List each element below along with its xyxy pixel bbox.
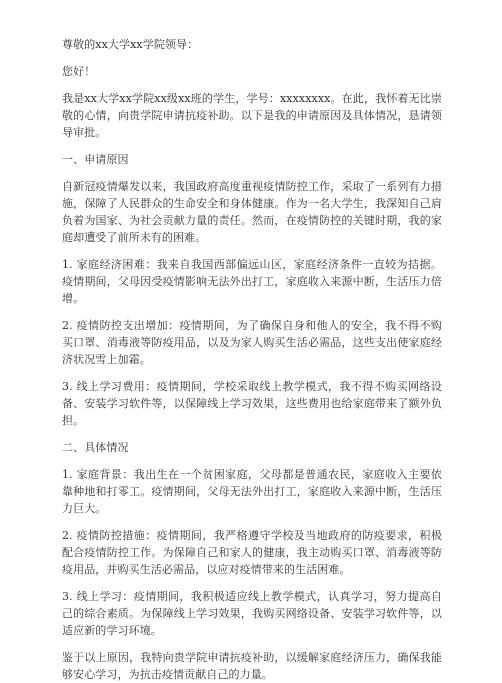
- reasons-paragraph: 自新冠疫情爆发以来，我国政府高度重视疫情防控工作，采取了一系列有力措施，保障了人民群众的生命安全和身体健康。作为一名大学生，我深知自己肩负着为国家、为社会贡献力量的责任。然而，在疫情防控的关键时期，我的家庭却遭受了前所未有的困难。: [62, 180, 442, 244]
- reason-item-2: 2. 疫情防控支出增加：疫情期间，为了确保自身和他人的安全，我不得不购买口罩、消毒液等防疫用品，以及为家人购买生活必需品，这些支出使家庭经济状况雪上加霜。: [62, 319, 442, 366]
- section-heading-details: 二、具体情况: [62, 441, 129, 454]
- intro-paragraph: 我是xx大学xx学院xx级xx班的学生，学号：xxxxxxxx。在此，我怀着无比崇敬的心情，向贵学院申请抗疫补助。以下是我的申请原因及具体情况，恳请领导审批。: [62, 92, 442, 139]
- salutation: 尊敬的xx大学xx学院领导：: [62, 38, 199, 51]
- section-heading-reasons: 一、申请原因: [62, 153, 129, 166]
- reason-item-1: 1. 家庭经济困难：我来自我国西部偏远山区，家庭经济条件一直较为拮据。疫情期间，父母因受疫情影响无法外出打工，家庭收入来源中断，生活压力倍增。: [62, 258, 442, 305]
- greeting: 您好！: [62, 65, 96, 78]
- detail-item-3: 3. 线上学习：疫情期间，我积极适应线上教学模式，认真学习，努力提高自己的综合素质。为保障线上学习效果，我购买网络设备、安装学习软件等，以适应新的学习环境。: [62, 590, 442, 637]
- letter-page: [62, 36, 442, 683]
- reason-item-3: 3. 线上学习费用：疫情期间，学校采取线上教学模式，我不得不购买网络设备、安装学习软件等，以保障线上学习效果，这些费用也给家庭带来了额外负担。: [62, 380, 442, 427]
- closing-paragraph: 鉴于以上原因，我特向贵学院申请抗疫补助，以缓解家庭经济压力，确保我能够安心学习，为抗击疫情贡献自己的力量。: [62, 651, 442, 681]
- detail-item-2: 2. 疫情防控措施：疫情期间，我严格遵守学校及当地政府的防疫要求，积极配合疫情防控工作。为保障自己和家人的健康，我主动购买口罩、消毒液等防疫用品，并购买生活必需品，以应对疫情带来的生活困难。: [62, 529, 442, 576]
- detail-item-1: 1. 家庭背景：我出生在一个贫困家庭，父母都是普通农民，家庭收入主要依靠种地和打零工。疫情期间，父母无法外出打工，家庭收入来源中断，生活压力巨大。: [62, 468, 442, 515]
